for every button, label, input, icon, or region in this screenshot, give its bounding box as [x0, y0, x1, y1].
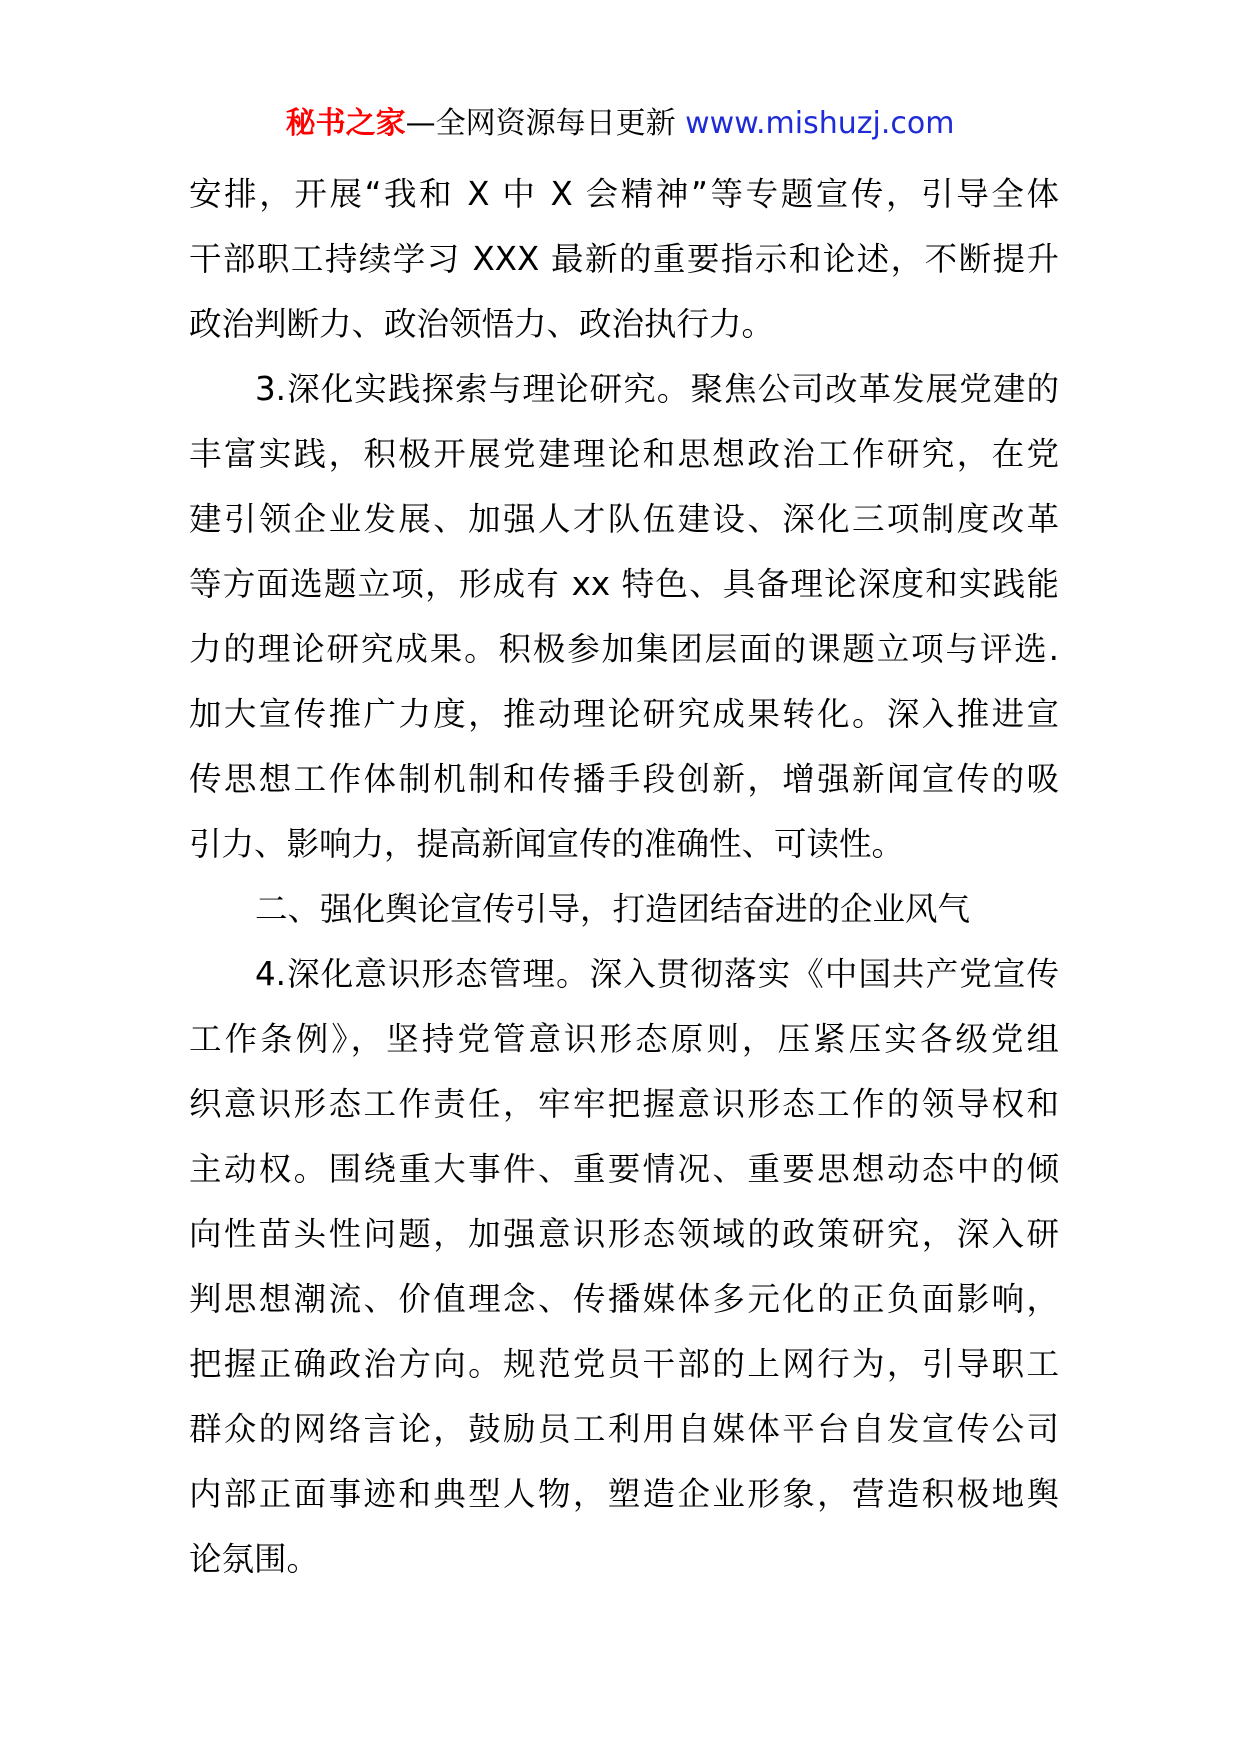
text-line: 建引领企业发展、加强人才队伍建设、深化三项制度改革: [189, 500, 1059, 538]
document-body: [189, 162, 1059, 1592]
text-line: 把握正确政治方向。规范党员干部的上网行为，引导职工: [189, 1345, 1059, 1383]
text-line: 等方面选题立项，形成有 xx 特色、具备理论深度和实践能: [189, 565, 1059, 603]
text-line: 主动权。围绕重大事件、重要情况、重要思想动态中的倾: [189, 1150, 1059, 1188]
text-line: 向性苗头性问题，加强意识形态领域的政策研究，深入研: [189, 1215, 1059, 1253]
text-line: 丰富实践，积极开展党建理论和思想政治工作研究，在党: [189, 435, 1059, 473]
text-line: 政治判断力、政治领悟力、政治执行力。: [189, 305, 775, 343]
text-line: 3.深化实践探索与理论研究。聚焦公司改革发展党建的: [255, 370, 1059, 408]
text-line: 工作条例》，坚持党管意识形态原则，压紧压实各级党组: [189, 1020, 1059, 1058]
header-tagline: —全网资源每日更新: [405, 106, 686, 141]
header-brand: 秘书之家: [285, 106, 406, 141]
text-line: 群众的网络言论，鼓励员工利用自媒体平台自发宣传公司: [189, 1410, 1059, 1448]
text-line: 内部正面事迹和典型人物，塑造企业形象，营造积极地舆: [189, 1475, 1059, 1513]
text-line: 干部职工持续学习 XXX 最新的重要指示和论述，不断提升: [189, 240, 1059, 278]
section-heading: [189, 877, 1059, 942]
heading-line: 二、强化舆论宣传引导，打造团结奋进的企业风气: [255, 890, 971, 928]
text-line: 4.深化意识形态管理。深入贯彻落实《中国共产党宣传: [255, 955, 1059, 993]
text-line: 引力、影响力，提高新闻宣传的准确性、可读性。: [189, 825, 905, 863]
text-line: 安排，开展“我和 X 中 X 会精神”等专题宣传，引导全体: [189, 175, 1059, 213]
text-line: 判思想潮流、价值理念、传播媒体多元化的正负面影响，: [189, 1280, 1059, 1318]
header-url-link[interactable]: www.mishuzj.com: [685, 106, 955, 141]
paragraph-1: [189, 162, 1059, 357]
text-line: 加大宣传推广力度，推动理论研究成果转化。深入推进宣: [189, 695, 1059, 733]
text-line: 传思想工作体制机制和传播手段创新，增强新闻宣传的吸: [189, 760, 1059, 798]
paragraph-2: [189, 357, 1059, 877]
text-line: 论氛围。: [189, 1540, 320, 1578]
paragraph-4: [189, 942, 1059, 1592]
page-header: [0, 100, 1240, 148]
text-line: 织意识形态工作责任，牢牢把握意识形态工作的领导权和: [189, 1085, 1059, 1123]
text-line: 力的理论研究成果。积极参加集团层面的课题立项与评选.: [189, 630, 1059, 668]
